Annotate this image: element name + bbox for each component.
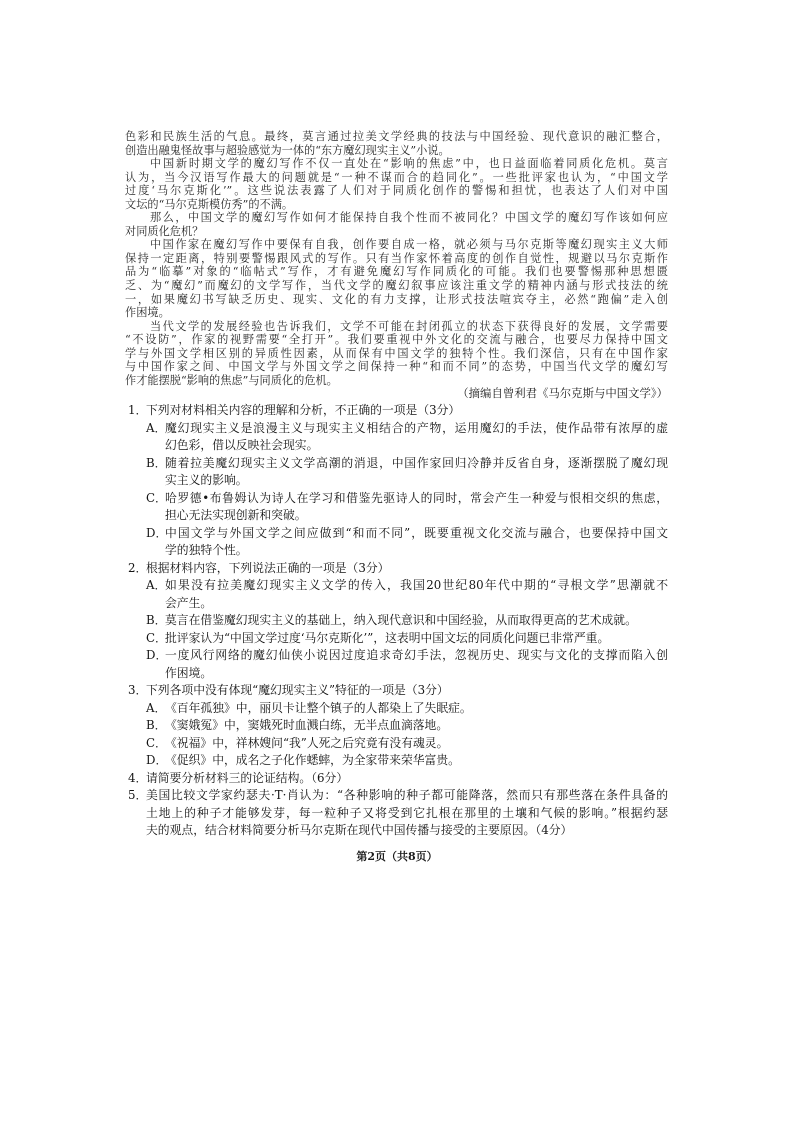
passage-line: 当代文学的发展经验也告诉我们，文学不可能在封闭孤立的状态下获得良好的发展，文学需要 [150,319,668,333]
question-stem: 土地上的种子才能够发芽，每一粒种子又将受到它扎根在那里的土壤和气候的影响。”根据约瑟 [146,805,668,820]
option-c [128,630,668,648]
option-b [128,612,668,630]
option-text: 如果没有拉美魔幻现实主义文学的传入，我国20世纪80年代中期的“寻根文学”思潮就不 [165,578,668,592]
question-stem: 请简要分析材料三的论证结构。（6分） [146,770,349,785]
question-number: 1． [128,403,148,417]
option-d [128,525,668,560]
option-label: A． [146,700,167,715]
question-stem: 根据材料内容，下列说法正确的一项是（3分） [146,560,390,575]
option-text: 会产生。 [165,595,213,610]
question-1 [128,402,668,560]
question-list [128,402,668,840]
passage-line: 色彩和民族生活的气息。最终，莫言通过拉美文学经典的技法与中国经验、现代意识的融汇整合， [125,130,668,143]
option-c [128,490,668,525]
option-text: 一度风行网络的魔幻仙侠小说因过度追求奇幻手法，忽视历史、现实与文化的支撑而陷入创 [165,648,668,662]
question-number: 4． [128,770,148,785]
option-label: B． [146,613,167,627]
question-stem: 美国比较文学家约瑟夫·T·肖认为：“各种影响的种子都可能降落，然而只有那些落在条件具备的 [146,788,668,802]
option-text: 中国文学与外国文学之间应做到“和而不同”，既要重视文化交流与融合，也要保持中国文 [165,525,668,540]
option-text: 随着拉美魔幻现实主义文学高潮的消退，中国作家回归冷静并反省自身，逐渐摆脱了魔幻现 [165,455,668,470]
option-text: 幻色彩，借以反映社会现实。 [165,438,319,452]
passage-line: 品为“临摹”对象的“临帖式”写作，才有避免魔幻写作同质化的可能。我们也要警惕那种思想匮 [125,265,668,279]
option-label: A． [146,578,167,592]
passage-paragraph [125,320,668,388]
option-text: 担心无法实现创新和突破。 [165,508,307,522]
passage-line: 学与外国文学相区别的异质性因素，从而保有中国文学的独特个性。我们深信，只有在中国作家 [125,346,668,360]
passage-line: 过度‘马尔克斯化’”。这些说法表露了人们对于同质化创作的警惕和担忧，也表达了人们对中国 [125,184,668,198]
option-text: 《祝福》中，祥林嫂问“我”人死之后究竟有没有魂灵。 [165,735,449,750]
passage-line: 认为，当今汉语写作最大的问题就是“一种不谋而合的趋同化”。一些批评家也认为，“中国文学 [125,170,668,184]
passage-paragraph [125,238,668,319]
question-5 [128,787,668,840]
option-text: 《窦娥冤》中，窦娥死时血溅白练，无半点血滴落地。 [165,718,449,732]
passage-line: 文坛的“马尔克斯模仿秀”的不满。 [125,197,294,211]
option-c [128,735,668,753]
option-d [128,647,668,682]
option-a [128,700,668,718]
passage-paragraph [125,130,668,157]
passage-line: 作才能摆脱“影响的焦虑”与同质化的危机。 [125,373,338,387]
option-text: 莫言在借鉴魔幻现实主义的基础上，纳入现代意识和中国经验，从而取得更高的艺术成就。 [165,613,637,627]
passage-line: 保持一定距离，特别要警惕跟风式的写作。只有当作家怀着高度的创作自觉性，规避以马尔克斯作 [125,251,668,265]
option-text: 批评家认为“中国文学过度‘马尔克斯化’”，这表明中国文坛的同质化问题已非常严重。 [165,630,610,645]
passage-paragraph [125,211,668,238]
option-label: C． [146,735,167,750]
page-number: 第2页（共8页） [356,850,438,863]
question-number: 2． [128,560,148,575]
question-2 [128,560,668,683]
question-3 [128,682,668,770]
passage-line: 与中国作家之间、中国文学与外国文学之间保持一种“和而不同”的态势，中国当代文学的魔幻写 [125,360,668,374]
option-text: 作困境。 [165,665,213,680]
option-text: 实主义的影响。 [165,473,248,487]
question-number: 5． [128,788,148,802]
option-text: 学的独特个性。 [165,543,248,557]
option-label: D． [146,753,168,767]
passage-line: 创造出融鬼怪故事与超验感觉为一体的“东方魔幻现实主义”小说。 [125,143,450,157]
option-b [128,717,668,735]
passage-line: 乏、为“魔幻”而魔幻的文学写作，当代文学的魔幻叙事应该注重文学的精神内涵与形式技法的统 [125,279,668,293]
option-text: 《促织》中，成名之子化作蟋蟀，为全家带来荣华富贵。 [165,753,460,767]
passage-line: “不设防”，作家的视野需要“全打开”。我们要重视中外文化的交流与融合，也要尽力保持中国文 [125,333,668,347]
passage-line: 中国新时期文学的魔幻写作不仅一直处在“影响的焦虑”中，也日益面临着同质化危机。莫言 [150,157,668,171]
option-label: D． [146,525,168,540]
option-b [128,455,668,490]
passage-line: 中国作家在魔幻写作中要保有自我，创作要自成一格，就必须与马尔克斯等魔幻现实主义大师 [150,238,668,252]
option-label: A． [146,420,167,435]
passage-line: 对同质化危机？ [125,224,204,238]
question-stem: 下列对材料相关内容的理解和分析，不正确的一项是（3分） [146,403,461,417]
passage-line: 那么，中国文学的魔幻写作如何才能保持自我个性而不被同化？中国文学的魔幻写作该如何应 [150,211,668,225]
option-label: D． [146,648,168,662]
reading-passage [125,130,668,401]
option-label: B． [146,455,167,470]
question-stem: 夫的观点，结合材料简要分析马尔克斯在现代中国传播与接受的主要原因。（4分） [146,823,573,837]
option-text: 哈罗德•布鲁姆认为诗人在学习和借鉴先驱诗人的同时，常会产生一种爱与恨相交织的焦虑， [165,490,668,505]
option-text: 《百年孤独》中，丽贝卡让整个镇子的人都染上了失眠症。 [165,700,472,715]
question-stem: 下列各项中没有体现“魔幻现实主义”特征的一项是（3分） [146,683,449,697]
option-label: C． [146,630,167,645]
passage-source: （摘编自曾利君《马尔克斯与中国文学》） [457,386,668,401]
question-4 [128,770,668,788]
passage-line: 一，如果魔幻书写缺乏历史、现实、文化的有力支撑，让形式技法喧宾夺主，必然“跑偏”走入创 [125,292,668,306]
option-a [128,577,668,612]
option-d [128,752,668,770]
passage-paragraph [125,157,668,211]
option-label: C． [146,490,167,505]
question-number: 3． [128,683,148,697]
passage-line: 作困境。 [125,306,170,320]
option-a [128,420,668,455]
option-label: B． [146,718,167,732]
option-text: 魔幻现实主义是浪漫主义与现实主义相结合的产物，运用魔幻的手法，使作品带有浓厚的虚 [165,420,668,435]
